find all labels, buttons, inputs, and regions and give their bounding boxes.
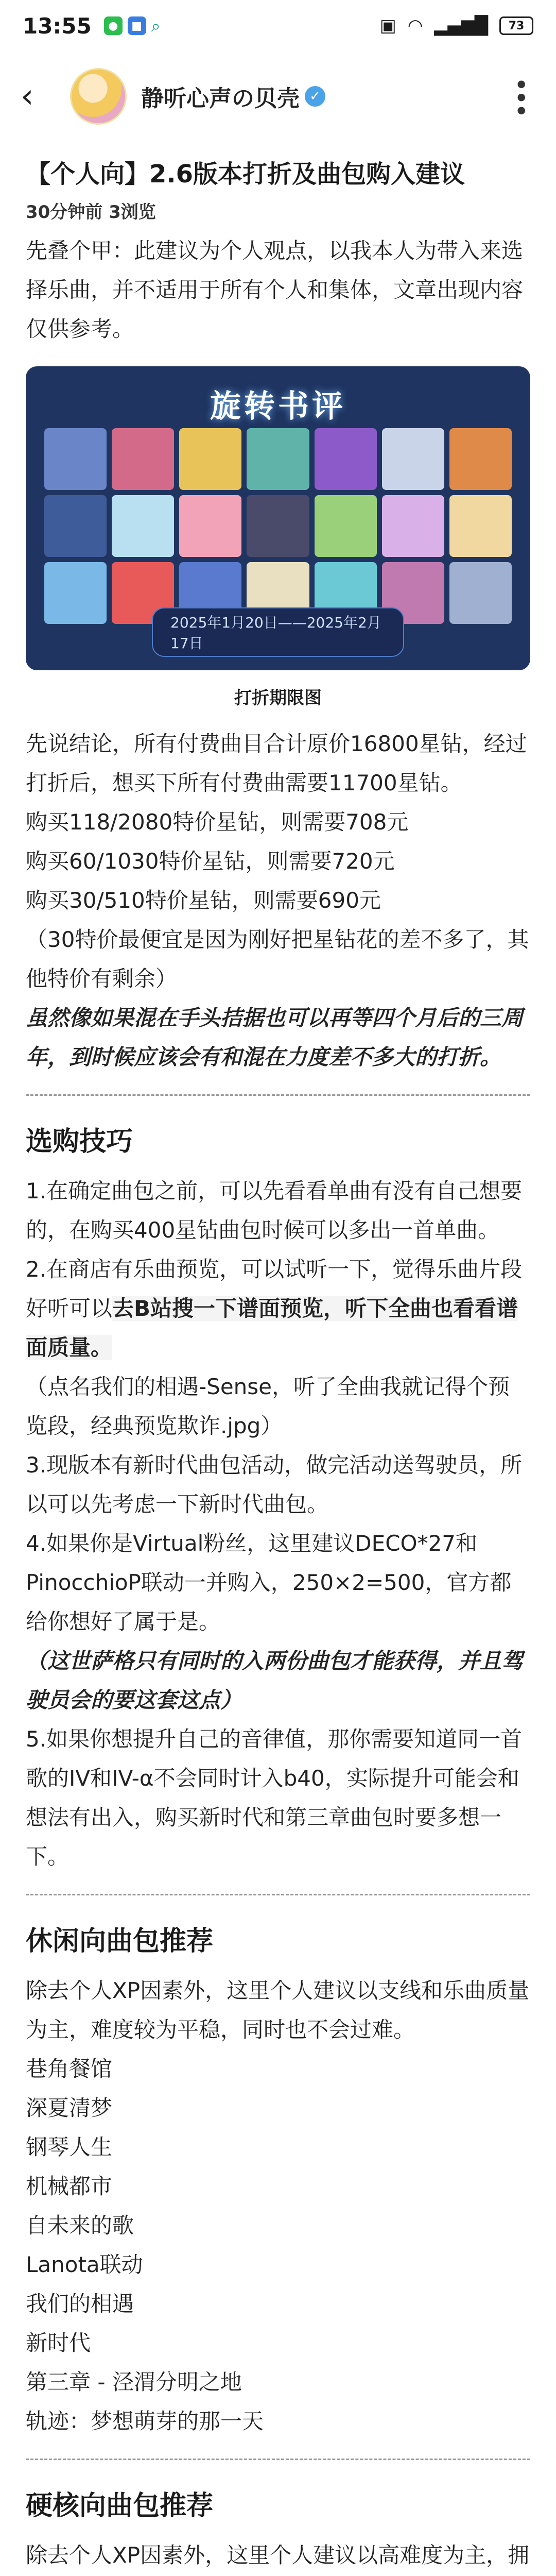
conclusion-1: 购买118/2080特价星钻，则需要708元 [26, 809, 409, 835]
cover-date: 2025年1月20日——2025年2月17日 [152, 607, 404, 657]
casual-intro: 除去个人XP因素外，这里个人建议以支线和乐曲质量为主，难度较为平稳，同时也不会过难。 [26, 1978, 530, 2042]
conclusion-4: （30特价最便宜是因为刚好把星钻花的差不多了，其他特价有剩余） [26, 927, 529, 991]
conclusion-3: 购买30/510特价星钻，则需要690元 [26, 888, 381, 913]
casual-item: 轨迹：梦想萌芽的那一天 [26, 2409, 264, 2434]
wifi-icon: ◠ [407, 15, 423, 36]
note-paragraph: 虽然像如果混在手头拮据也可以再等四个月后的三周年，到时候应该会有和混在力度差不多大的打折。 [26, 1005, 524, 1070]
casual-item: 第三章 - 泾渭分明之地 [26, 2369, 242, 2395]
tip-1: 1.在确定曲包之前，可以先看看单曲有没有自己想要的，在购买400星钻曲包时候可以多出一首单曲。 [26, 1178, 523, 1243]
cover-image[interactable] [26, 366, 530, 670]
nav-bar [0, 58, 556, 135]
tips-title: 选购技巧 [26, 1126, 133, 1157]
casual-item: 自未来的歌 [26, 2213, 134, 2238]
tip-4-note: （这世萨格只有同时的入两份曲包才能获得，并且驾驶员会的要这套这点） [26, 1648, 524, 1713]
cover-grid [44, 428, 512, 624]
conclusion-2: 购买60/1030特价星钻，则需要720元 [26, 849, 395, 874]
tip-5: 5.如果你想提升自己的音律值，那你需要知道同一首歌的IV和IV-α不会同时计入b40，实际提升可能会和想法有出入，购买新时代和第三章曲包时要多想一下。 [26, 1726, 523, 1869]
wechat-icon: ● [104, 16, 123, 35]
author-name[interactable]: 静听心声の贝壳 [141, 86, 300, 112]
tip-2-note: （点名我们的相遇-Sense，听了全曲我就记得个预览段，经典预览欺诈.jpg） [26, 1374, 510, 1438]
verified-badge-icon: ✓ [305, 86, 325, 107]
post-intro: 先叠个甲：此建议为个人观点，以我本人为带入来选择乐曲，并不适用于所有个人和集体，文章出现内容仅供参考。 [26, 238, 524, 342]
casual-item: 巷角餐馆 [26, 2056, 113, 2081]
casual-item: 我们的相遇 [26, 2291, 134, 2316]
tip-2-highlight: 去B站搜一下谱面预览，听下全曲也看看谱面质量。 [26, 1296, 518, 1360]
casual-item: 新时代 [26, 2330, 91, 2355]
conclusion-0: 先说结论，所有付费曲目合计原价16800星钻，经过打折后，想买下所有付费曲需要11700星钻。 [26, 731, 527, 795]
hardcore-intro: 除去个人XP因素外，这里个人建议以高难度为主，拥 [26, 2543, 530, 2568]
tip-4: 4.如果你是Virtual粉丝，这里建议DECO*27和PinocchioP联动一并购入，250×2=500，官方都给你想好了属于是。 [26, 1531, 512, 1634]
post-title: 【个人向】2.6版本打折及曲包购入建议 [26, 160, 465, 189]
casual-item: 深夏清梦 [26, 2095, 113, 2121]
casual-item: Lanota联动 [26, 2252, 143, 2277]
status-bar [0, 0, 556, 52]
nfc-icon: ▣ [379, 15, 396, 36]
battery-icon: 73 [499, 16, 533, 35]
search-icon: ⌕ [151, 15, 161, 36]
avatar[interactable] [70, 68, 127, 125]
signal-icon: ▂▄▆█ [434, 15, 488, 36]
divider [26, 2459, 530, 2460]
back-arrow-icon[interactable]: ‹ [21, 77, 34, 115]
divider [26, 1894, 530, 1895]
post-content [26, 155, 530, 2576]
app-icon: ■ [128, 16, 146, 35]
casual-item: 钢琴人生 [26, 2134, 113, 2160]
post-meta: 30分钟前 3浏览 [26, 202, 156, 223]
hardcore-title: 硬核向曲包推荐 [26, 2490, 214, 2521]
status-time: 13:55 [23, 13, 92, 39]
cover-logo: 旋转书评 [210, 388, 346, 425]
casual-title: 休闲向曲包推荐 [26, 1926, 214, 1957]
more-options-icon[interactable]: ••• [506, 76, 535, 116]
tip-3: 3.现版本有新时代曲包活动，做完活动送驾驶员，所以可以先考虑一下新时代曲包。 [26, 1452, 523, 1517]
casual-item: 机械都市 [26, 2174, 113, 2199]
divider [26, 1094, 530, 1096]
tip-2: 2.在商店有乐曲预览，可以试听一下，觉得乐曲片段好听可以去B站搜一下谱面预览，听下全曲也看看谱面质量。 [26, 1257, 523, 1360]
image-caption: 打折期限图 [234, 688, 322, 708]
